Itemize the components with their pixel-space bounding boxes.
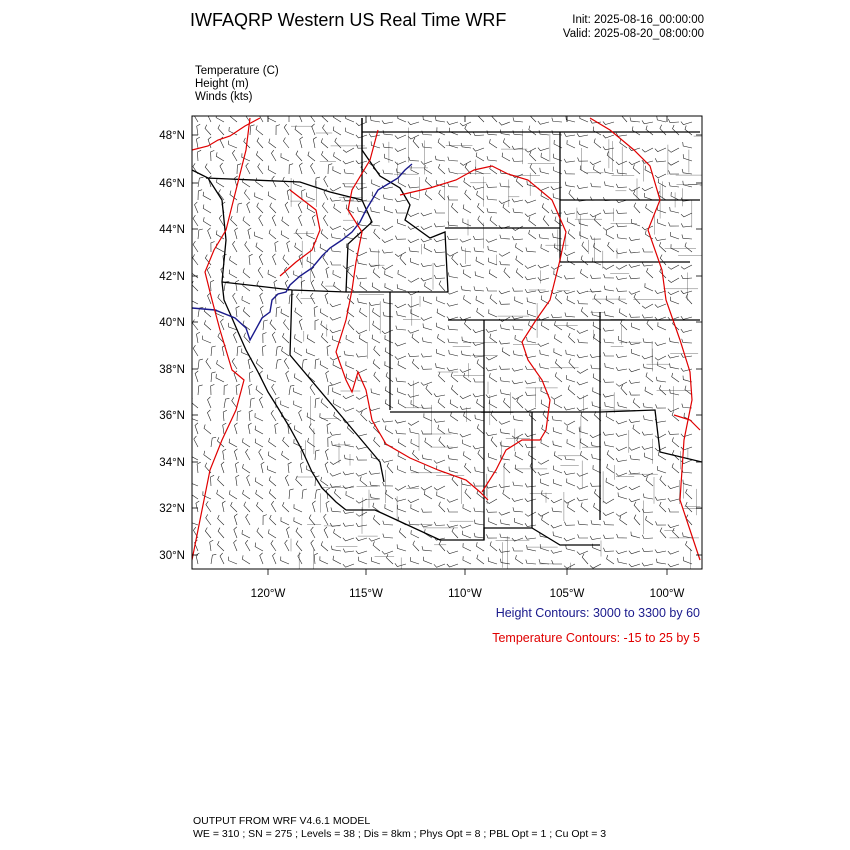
lon-label: 120°W <box>250 588 286 600</box>
valid-time: Valid: 2025-08-20_08:00:00 <box>562 28 704 40</box>
lat-label: 30°N <box>159 550 185 562</box>
lat-label: 48°N <box>159 130 185 142</box>
lat-label: 38°N <box>159 364 185 376</box>
map-content <box>190 111 724 597</box>
height-contours-caption: Height Contours: 3000 to 3300 by 60 <box>495 606 700 620</box>
lat-label: 42°N <box>159 271 185 283</box>
lon-label: 110°W <box>448 588 482 600</box>
lat-label: 46°N <box>159 178 185 190</box>
lat-label: 36°N <box>159 410 185 422</box>
lat-label: 32°N <box>159 503 185 515</box>
temperature-contours-caption: Temperature Contours: -15 to 25 by 5 <box>492 631 700 645</box>
lat-label: 44°N <box>159 224 185 236</box>
legend-winds: Winds (kts) <box>195 91 253 103</box>
plot-title: IWFAQRP Western US Real Time WRF <box>190 10 507 30</box>
lat-label: 34°N <box>159 457 185 469</box>
longitude-labels <box>251 588 685 600</box>
init-time: Init: 2025-08-16_00:00:00 <box>572 14 704 26</box>
legend-height: Height (m) <box>195 78 249 90</box>
latitude-labels <box>159 130 185 562</box>
lon-label: 115°W <box>349 588 383 600</box>
legend-temperature: Temperature (C) <box>195 65 279 77</box>
lat-label: 40°N <box>159 317 185 329</box>
model-config-footer: WE = 310 ; SN = 275 ; Levels = 38 ; Dis = 8km ; Phys Opt = 8 ; PBL Opt = 1 ; Cu Opt = 3 <box>193 828 607 840</box>
lon-label: 100°W <box>649 588 685 600</box>
model-footer: OUTPUT FROM WRF V4.6.1 MODEL <box>193 815 371 827</box>
lon-label: 105°W <box>549 588 585 600</box>
